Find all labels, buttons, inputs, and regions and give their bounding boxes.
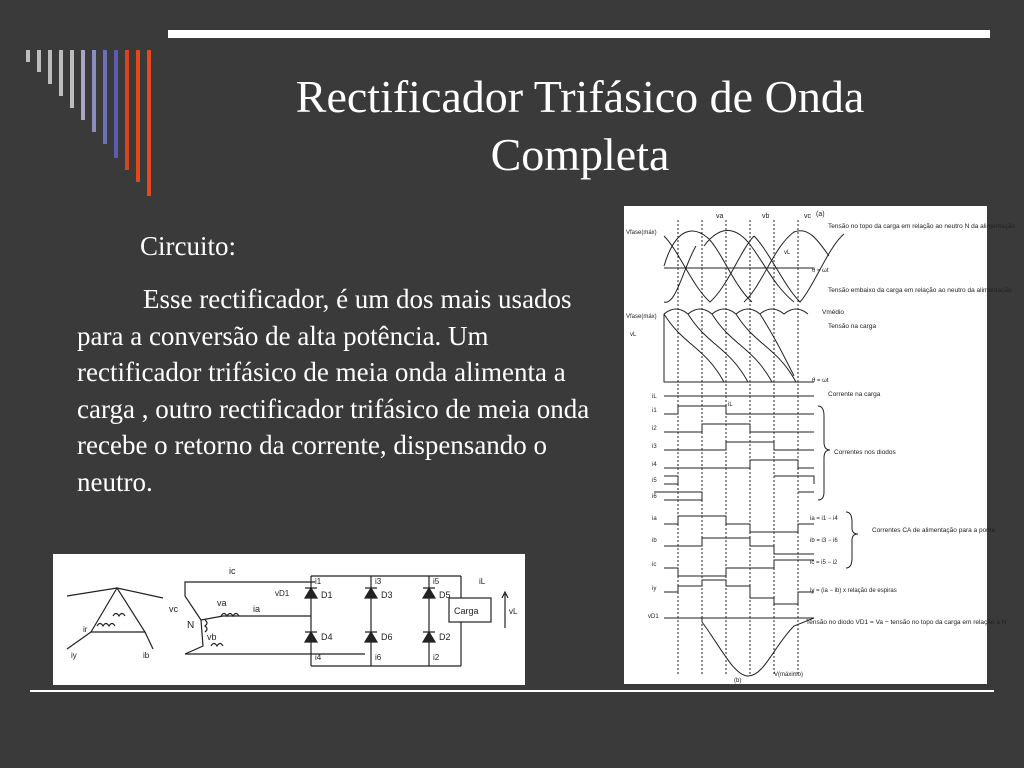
wave-label-vc: vc — [804, 213, 811, 220]
paragraph-text: Esse rectificador, é um dos mais usados para a conversão de alta potência. Um rectificador trifásico de meia onda alimenta a carga , outro rectificador trifásico de meia onda recebe o retorno da corrente, dispensando o neutro. — [77, 284, 590, 497]
load-label: Carga — [454, 606, 479, 616]
theta-label-2: θ = ωt — [812, 378, 829, 384]
label-d6: D6 — [381, 632, 393, 642]
diode-d3 — [365, 588, 377, 598]
title-line-1: Rectificador Trifásico de Onda — [295, 71, 865, 122]
i2-label: i2 — [652, 426, 657, 432]
label-d1: D1 — [321, 590, 333, 600]
vfase-max-label-2: Vfase(máx) — [626, 314, 657, 320]
i5-label: i5 — [652, 478, 657, 484]
note-bottom: Tensão embaixo da carga em relação ao neutro da alimentação — [828, 287, 1012, 294]
correntes-ca-label: Correntes CA de alimentação para a ponte — [872, 527, 996, 534]
panel-a-label: (a) — [816, 211, 825, 218]
label-va: va — [217, 598, 227, 608]
top-rule — [168, 30, 990, 38]
wave-label-vb: vb — [762, 213, 770, 220]
ia-label: ia — [652, 516, 657, 522]
label-d3: D3 — [381, 590, 393, 600]
i4-label: i4 — [652, 462, 657, 468]
three-phase-waves — [664, 230, 844, 302]
corrente-carga-label: Corrente na carga — [828, 391, 881, 398]
label-i1: i1 — [315, 577, 322, 586]
delta-winding — [91, 588, 145, 632]
label-ic: ic — [229, 566, 236, 576]
label-i6: i6 — [375, 653, 382, 662]
diode-d1 — [305, 588, 317, 598]
label-i5: i5 — [433, 577, 440, 586]
eq-ia: ia = i1 − i4 — [810, 516, 838, 522]
subheading: Circuito: — [140, 231, 236, 261]
iy-label: iy — [652, 586, 657, 592]
label-ia: ia — [253, 604, 261, 614]
ib-label: ib — [652, 538, 657, 544]
label-i3: i3 — [375, 577, 382, 586]
label-vc: vc — [169, 604, 178, 614]
vl-label: vL — [784, 250, 791, 256]
label-i4: i4 — [315, 653, 322, 662]
label-d2: D2 — [439, 632, 451, 642]
label-iy: iy — [71, 651, 77, 660]
tensao-carga-label: Tensão na carga — [828, 323, 877, 330]
vmedio-label: Vmédio — [822, 309, 845, 316]
waveform-figure — [624, 206, 1016, 684]
note-top: Tensão no topo da carga em relação ao neutro N da alimentação — [828, 223, 1016, 230]
i1-label: i1 — [652, 408, 657, 414]
i3-label: i3 — [652, 444, 657, 450]
label-d4: D4 — [321, 632, 333, 642]
label-vl: vL — [509, 607, 518, 616]
eq-ic: ic = i5 − i2 — [810, 560, 838, 566]
star-source — [185, 582, 313, 654]
tensao-diodo-label: Tensão no diodo VD1 = Va − tensão no topo da carga em relação a N — [806, 619, 1007, 626]
label-n: N — [187, 620, 195, 631]
label-il: iL — [479, 577, 486, 586]
bottom-rule — [30, 690, 994, 692]
diode-d4 — [305, 632, 317, 642]
i6-label: i6 — [652, 494, 657, 500]
ac-current-traces — [664, 516, 814, 604]
theta-label-1: θ = ωt — [812, 268, 829, 274]
diode-d2 — [423, 632, 435, 642]
decorative-stripes — [26, 50, 171, 200]
circuit-diagram — [53, 554, 525, 685]
eq-ib: ib = i3 − i6 — [810, 538, 838, 544]
vfase-max-label: Vfase(máx) — [626, 230, 657, 236]
diode-d5 — [423, 588, 435, 598]
slide-title — [180, 68, 980, 184]
label-d5: D5 — [439, 590, 451, 600]
label-ir: ir — [83, 625, 88, 634]
label-i2: i2 — [433, 653, 440, 662]
vmax-label: V(máximo) — [774, 672, 804, 678]
diode-voltage-wave — [664, 618, 814, 676]
wave-label-va: va — [716, 213, 724, 220]
body-paragraph — [77, 281, 617, 500]
vd1-label: vD1 — [648, 614, 659, 620]
correntes-diodos-label: Correntes nos diodos — [834, 449, 896, 456]
label-vb: vb — [207, 632, 217, 642]
panel-b-label: (b) — [734, 678, 742, 684]
il-axis-label-2: iL — [728, 402, 733, 408]
label-vd1: vD1 — [275, 589, 290, 598]
ic-label: ic — [652, 562, 657, 568]
il-axis-label: iL — [652, 394, 657, 400]
title-line-2: Completa — [490, 129, 670, 180]
diode-d6 — [365, 632, 377, 642]
vl-label-2: vL — [630, 332, 637, 338]
label-ib: ib — [143, 651, 150, 660]
eq-iy: iy = (ia − ib) x relação de espiras — [810, 588, 897, 594]
